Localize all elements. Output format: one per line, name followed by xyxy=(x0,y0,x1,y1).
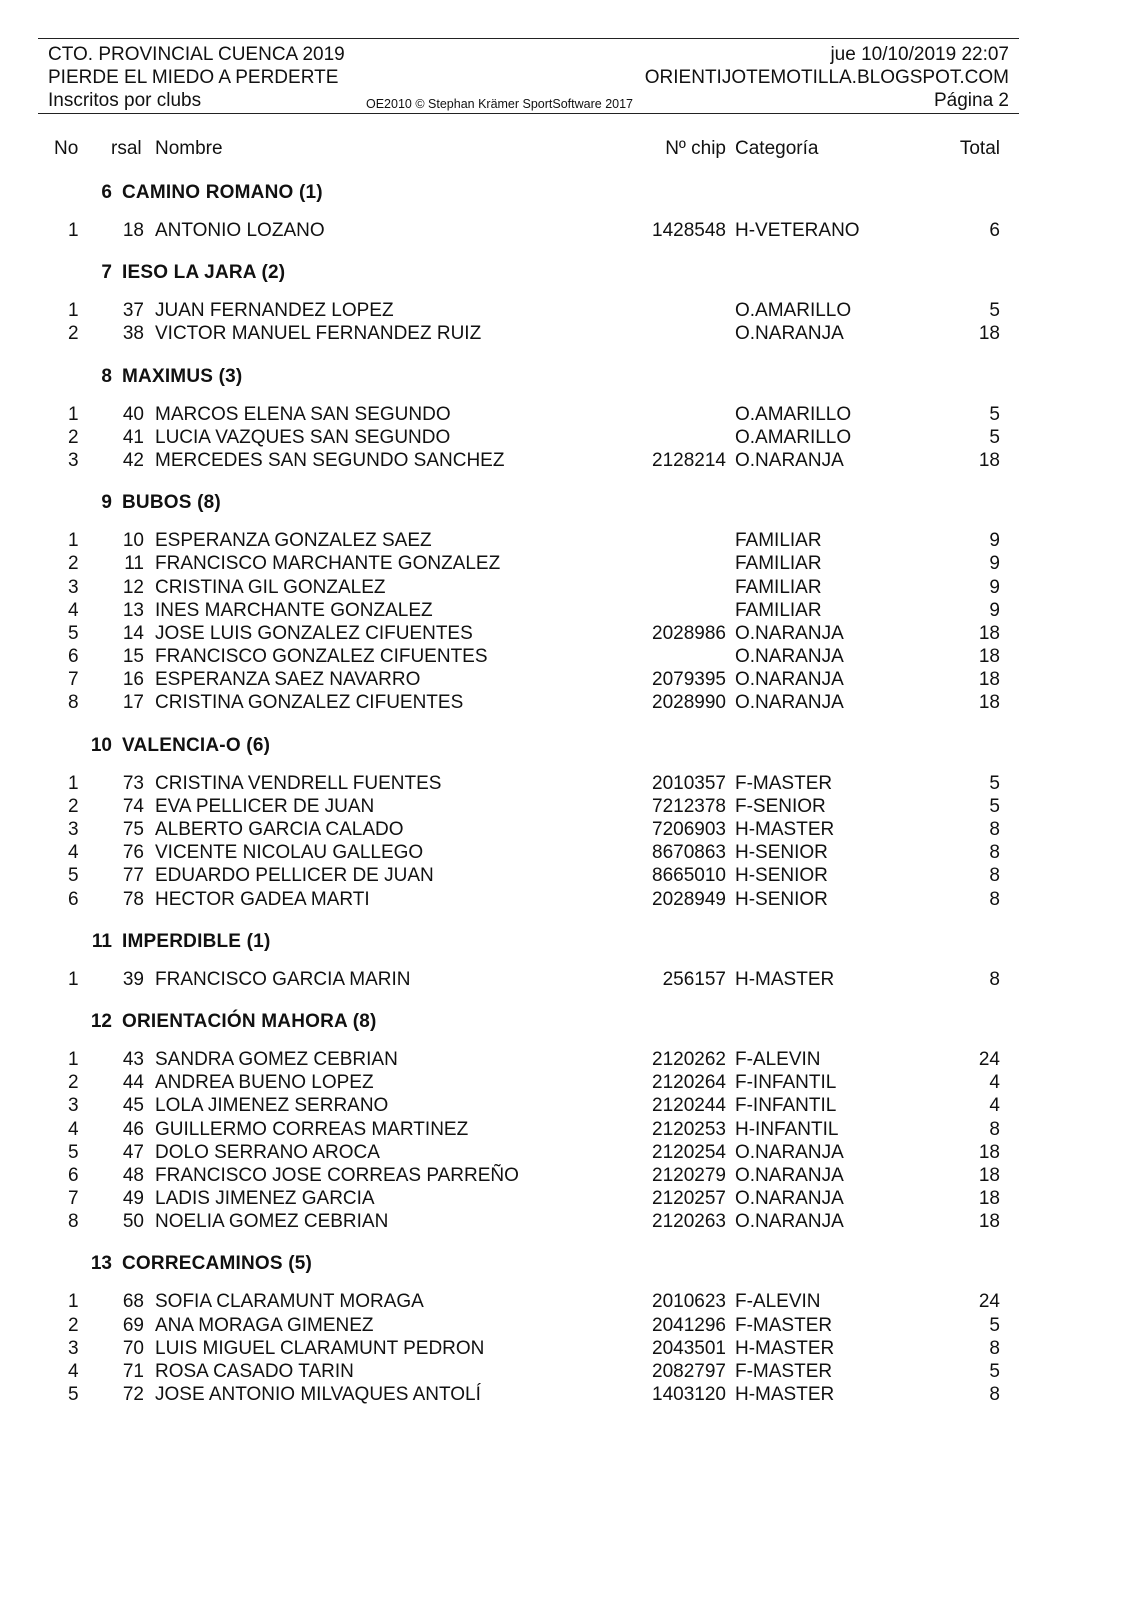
row-categoria: H-MASTER xyxy=(735,819,835,840)
row-nombre: JOSE ANTONIO MILVAQUES ANTOLÍ xyxy=(155,1384,481,1406)
row-nombre: ESPERANZA GONZALEZ SAEZ xyxy=(155,530,432,552)
table-row xyxy=(0,299,1131,322)
row-categoria: H-MASTER xyxy=(735,1384,835,1406)
table-row xyxy=(0,219,1131,242)
row-chip: 2010623 xyxy=(652,1291,726,1313)
row-nombre: LOLA JIMENEZ SERRANO xyxy=(155,1095,389,1117)
row-chip: 1403120 xyxy=(652,1384,726,1406)
row-chip: 7206903 xyxy=(652,819,726,840)
row-rsal: 37 xyxy=(122,300,144,322)
row-categoria: H-VETERANO xyxy=(735,220,860,241)
row-chip: 2010357 xyxy=(652,772,726,794)
row-no: 8 xyxy=(68,692,79,714)
clubs-list xyxy=(0,172,1131,1416)
page-number: Página 2 xyxy=(933,90,1009,111)
table-row xyxy=(0,841,1131,864)
spacer xyxy=(0,472,1131,482)
table-row xyxy=(0,1048,1131,1071)
table-row xyxy=(0,1360,1131,1383)
row-categoria: O.NARANJA xyxy=(735,646,844,668)
row-no: 1 xyxy=(68,403,79,425)
club-heading xyxy=(0,356,1131,393)
row-no: 2 xyxy=(68,1314,79,1336)
row-rsal: 39 xyxy=(122,968,144,990)
row-chip: 2082797 xyxy=(652,1361,726,1382)
row-no: 5 xyxy=(68,1141,79,1163)
row-nombre: ALBERTO GARCIA CALADO xyxy=(155,819,404,840)
print-datetime: jue 10/10/2019 22:07 xyxy=(830,44,1009,65)
row-chip: 2028949 xyxy=(652,888,726,910)
table-row xyxy=(0,968,1131,991)
row-no: 6 xyxy=(68,1164,79,1186)
row-rsal: 48 xyxy=(122,1164,144,1186)
row-total: 8 xyxy=(989,888,1000,910)
row-rsal: 12 xyxy=(122,576,144,598)
row-categoria: O.NARANJA xyxy=(735,323,844,345)
row-rsal: 76 xyxy=(122,842,144,864)
row-total: 8 xyxy=(989,865,1000,887)
col-nombre: Nombre xyxy=(155,138,223,159)
row-rsal: 46 xyxy=(122,1118,144,1140)
row-no: 7 xyxy=(68,669,79,691)
row-no: 3 xyxy=(68,449,79,471)
row-total: 5 xyxy=(989,300,1000,322)
row-rsal: 75 xyxy=(122,819,144,840)
row-chip: 2120257 xyxy=(652,1188,726,1210)
row-rsal: 10 xyxy=(122,530,144,552)
table-row xyxy=(0,449,1131,472)
spacer xyxy=(0,911,1131,921)
spacer xyxy=(0,209,1131,219)
row-total: 4 xyxy=(989,1095,1000,1117)
club-heading xyxy=(0,1001,1131,1038)
row-categoria: O.NARANJA xyxy=(735,1164,844,1186)
row-rsal: 18 xyxy=(122,220,144,241)
row-total: 24 xyxy=(978,1048,1000,1070)
table-row xyxy=(0,668,1131,691)
spacer xyxy=(0,393,1131,403)
row-rsal: 11 xyxy=(124,553,144,575)
row-chip: 2120264 xyxy=(652,1072,726,1094)
row-categoria: F-MASTER xyxy=(735,1361,833,1382)
row-total: 8 xyxy=(989,819,1000,840)
row-categoria: O.NARANJA xyxy=(735,1188,844,1210)
row-rsal: 77 xyxy=(122,865,144,887)
report-title: Inscritos por clubs xyxy=(48,90,202,111)
club-number: 11 xyxy=(91,930,112,952)
row-no: 4 xyxy=(68,1118,79,1140)
row-no: 5 xyxy=(68,1384,79,1406)
row-categoria: FAMILIAR xyxy=(735,530,822,552)
row-total: 9 xyxy=(989,599,1000,621)
row-no: 2 xyxy=(68,553,79,575)
table-row xyxy=(0,818,1131,841)
row-nombre: ANTONIO LOZANO xyxy=(155,220,325,241)
table-row xyxy=(0,1094,1131,1117)
row-rsal: 50 xyxy=(122,1211,144,1233)
club-name: VALENCIA-O (6) xyxy=(122,734,271,756)
row-nombre: CRISTINA GIL GONZALEZ xyxy=(155,576,386,598)
column-headers xyxy=(0,138,1131,164)
club-name: IESO LA JARA (2) xyxy=(122,262,286,284)
row-total: 18 xyxy=(978,1188,1000,1210)
row-rsal: 47 xyxy=(122,1141,144,1163)
row-chip: 2120279 xyxy=(652,1164,726,1186)
row-nombre: EVA PELLICER DE JUAN xyxy=(155,795,375,817)
table-row xyxy=(0,1118,1131,1141)
row-chip: 2028986 xyxy=(652,622,726,644)
row-nombre: MARCOS ELENA SAN SEGUNDO xyxy=(155,403,451,425)
row-categoria: H-MASTER xyxy=(735,968,835,990)
row-categoria: H-SENIOR xyxy=(735,888,828,910)
row-nombre: DOLO SERRANO AROCA xyxy=(155,1141,380,1163)
table-row xyxy=(0,322,1131,345)
row-nombre: LUIS MIGUEL CLARAMUNT PEDRON xyxy=(155,1337,485,1359)
row-no: 5 xyxy=(68,865,79,887)
row-no: 3 xyxy=(68,1095,79,1117)
row-categoria: O.AMARILLO xyxy=(735,403,852,425)
row-nombre: EDUARDO PELLICER DE JUAN xyxy=(155,865,434,887)
row-chip: 256157 xyxy=(662,968,726,990)
row-no: 2 xyxy=(68,323,79,345)
table-row xyxy=(0,1071,1131,1094)
row-total: 9 xyxy=(989,530,1000,552)
col-rsal: rsal xyxy=(111,138,142,159)
row-chip: 2128214 xyxy=(652,449,726,471)
row-no: 5 xyxy=(68,622,79,644)
table-row xyxy=(0,645,1131,668)
row-categoria: F-ALEVIN xyxy=(735,1048,821,1070)
row-no: 1 xyxy=(68,968,79,990)
row-rsal: 78 xyxy=(122,888,144,910)
row-rsal: 49 xyxy=(122,1188,144,1210)
table-row xyxy=(0,691,1131,714)
row-nombre: SOFIA CLARAMUNT MORAGA xyxy=(155,1291,424,1313)
row-chip: 2028990 xyxy=(652,692,726,714)
software-credit: OE2010 © Stephan Krämer SportSoftware 2017 xyxy=(366,97,634,111)
row-nombre: JOSE LUIS GONZALEZ CIFUENTES xyxy=(155,622,473,644)
row-categoria: FAMILIAR xyxy=(735,599,822,621)
row-total: 18 xyxy=(978,622,1000,644)
spacer xyxy=(0,519,1131,529)
row-total: 18 xyxy=(978,1141,1000,1163)
row-chip: 2120253 xyxy=(652,1118,726,1140)
row-no: 3 xyxy=(68,1337,79,1359)
row-total: 5 xyxy=(989,426,1000,448)
club-number: 6 xyxy=(101,182,112,203)
table-row xyxy=(0,1210,1131,1233)
row-rsal: 45 xyxy=(122,1095,144,1117)
row-categoria: O.AMARILLO xyxy=(735,426,852,448)
row-chip: 8665010 xyxy=(652,865,726,887)
table-row xyxy=(0,1164,1131,1187)
row-no: 1 xyxy=(68,220,79,241)
row-total: 5 xyxy=(989,795,1000,817)
row-rsal: 42 xyxy=(122,449,144,471)
row-total: 5 xyxy=(989,1361,1000,1382)
club-section xyxy=(0,1243,1131,1416)
club-number: 9 xyxy=(101,492,112,514)
col-chip: Nº chip xyxy=(665,138,726,159)
club-section xyxy=(0,921,1131,1001)
row-categoria: FAMILIAR xyxy=(735,553,822,575)
row-nombre: FRANCISCO MARCHANTE GONZALEZ xyxy=(155,553,501,575)
row-total: 8 xyxy=(989,968,1000,990)
club-heading xyxy=(0,172,1131,209)
club-number: 13 xyxy=(90,1253,112,1275)
row-categoria: O.NARANJA xyxy=(735,449,844,471)
row-no: 1 xyxy=(68,300,79,322)
club-section xyxy=(0,725,1131,921)
row-nombre: FRANCISCO GONZALEZ CIFUENTES xyxy=(155,646,488,668)
table-row xyxy=(0,576,1131,599)
row-no: 4 xyxy=(68,842,79,864)
row-nombre: JUAN FERNANDEZ LOPEZ xyxy=(155,300,394,322)
row-total: 8 xyxy=(989,1337,1000,1359)
row-categoria: F-SENIOR xyxy=(735,795,826,817)
row-no: 6 xyxy=(68,888,79,910)
row-nombre: VICENTE NICOLAU GALLEGO xyxy=(155,842,424,864)
club-section xyxy=(0,172,1131,252)
row-categoria: O.NARANJA xyxy=(735,622,844,644)
row-total: 18 xyxy=(978,449,1000,471)
row-categoria: O.NARANJA xyxy=(735,1141,844,1163)
row-total: 9 xyxy=(989,576,1000,598)
row-total: 18 xyxy=(978,669,1000,691)
row-nombre: ANA MORAGA GIMENEZ xyxy=(155,1314,374,1336)
club-heading xyxy=(0,482,1131,519)
table-row xyxy=(0,1383,1131,1406)
spacer xyxy=(0,289,1131,299)
club-name: ORIENTACIÓN MAHORA (8) xyxy=(122,1010,377,1032)
row-chip: 8670863 xyxy=(652,842,726,864)
club-number: 10 xyxy=(90,734,112,756)
spacer xyxy=(0,242,1131,252)
row-nombre: LUCIA VAZQUES SAN SEGUNDO xyxy=(155,426,451,448)
table-row xyxy=(0,888,1131,911)
event-subtitle: PIERDE EL MIEDO A PERDERTE xyxy=(48,67,339,88)
club-name: CAMINO ROMANO (1) xyxy=(122,182,323,203)
club-number: 8 xyxy=(101,365,112,387)
col-total: Total xyxy=(959,138,1000,159)
row-no: 4 xyxy=(68,1361,79,1382)
row-rsal: 13 xyxy=(122,599,144,621)
spacer xyxy=(0,1280,1131,1290)
row-categoria: F-INFANTIL xyxy=(735,1072,837,1094)
spacer xyxy=(0,762,1131,772)
row-rsal: 16 xyxy=(122,669,144,691)
table-row xyxy=(0,795,1131,818)
row-categoria: F-MASTER xyxy=(735,1314,833,1336)
table-row xyxy=(0,1314,1131,1337)
row-nombre: ANDREA BUENO LOPEZ xyxy=(155,1072,374,1094)
row-categoria: H-INFANTIL xyxy=(735,1118,839,1140)
row-chip: 2120263 xyxy=(652,1211,726,1233)
row-rsal: 17 xyxy=(122,692,144,714)
club-heading xyxy=(0,921,1131,958)
row-total: 18 xyxy=(978,646,1000,668)
row-total: 18 xyxy=(978,692,1000,714)
row-no: 3 xyxy=(68,576,79,598)
row-total: 9 xyxy=(989,553,1000,575)
table-row xyxy=(0,1187,1131,1210)
row-categoria: O.NARANJA xyxy=(735,692,844,714)
row-categoria: H-SENIOR xyxy=(735,842,828,864)
club-section xyxy=(0,482,1131,725)
row-rsal: 44 xyxy=(122,1072,144,1094)
table-row xyxy=(0,772,1131,795)
row-chip: 2120244 xyxy=(652,1095,726,1117)
row-categoria: FAMILIAR xyxy=(735,576,822,598)
row-rsal: 69 xyxy=(122,1314,144,1336)
row-total: 24 xyxy=(978,1291,1000,1313)
row-total: 8 xyxy=(989,1384,1000,1406)
row-no: 8 xyxy=(68,1211,79,1233)
spacer xyxy=(0,715,1131,725)
table-row xyxy=(0,426,1131,449)
row-total: 4 xyxy=(989,1072,1000,1094)
row-nombre: LADIS JIMENEZ GARCIA xyxy=(155,1188,375,1210)
spacer xyxy=(0,958,1131,968)
row-no: 1 xyxy=(68,1291,79,1313)
spacer xyxy=(0,1038,1131,1048)
row-rsal: 41 xyxy=(122,426,144,448)
row-categoria: H-SENIOR xyxy=(735,865,828,887)
row-chip: 1428548 xyxy=(652,220,726,241)
row-rsal: 71 xyxy=(122,1361,144,1382)
club-number: 12 xyxy=(90,1010,112,1032)
table-row xyxy=(0,1337,1131,1360)
club-heading xyxy=(0,725,1131,762)
row-chip: 2079395 xyxy=(652,669,726,691)
row-rsal: 38 xyxy=(122,323,144,345)
row-nombre: GUILLERMO CORREAS MARTINEZ xyxy=(155,1118,469,1140)
row-nombre: VICTOR MANUEL FERNANDEZ RUIZ xyxy=(155,323,482,345)
row-rsal: 73 xyxy=(122,772,144,794)
row-rsal: 40 xyxy=(122,403,144,425)
row-categoria: H-MASTER xyxy=(735,1337,835,1359)
row-nombre: SANDRA GOMEZ CEBRIAN xyxy=(155,1048,398,1070)
row-total: 6 xyxy=(989,220,1000,241)
table-row xyxy=(0,529,1131,552)
club-name: CORRECAMINOS (5) xyxy=(122,1253,313,1275)
spacer xyxy=(0,991,1131,1001)
row-nombre: INES MARCHANTE GONZALEZ xyxy=(155,599,433,621)
row-nombre: CRISTINA GONZALEZ CIFUENTES xyxy=(155,692,464,714)
row-nombre: ESPERANZA SAEZ NAVARRO xyxy=(155,669,421,691)
row-rsal: 68 xyxy=(122,1291,144,1313)
row-no: 7 xyxy=(68,1188,79,1210)
club-name: BUBOS (8) xyxy=(122,492,221,514)
row-no: 3 xyxy=(68,819,79,840)
table-row xyxy=(0,403,1131,426)
table-row xyxy=(0,552,1131,575)
row-total: 5 xyxy=(989,772,1000,794)
row-chip: 7212378 xyxy=(652,795,726,817)
row-categoria: O.AMARILLO xyxy=(735,300,852,322)
row-total: 5 xyxy=(989,1314,1000,1336)
row-categoria: O.NARANJA xyxy=(735,669,844,691)
table-row xyxy=(0,622,1131,645)
table-row xyxy=(0,864,1131,887)
row-nombre: ROSA CASADO TARIN xyxy=(155,1361,354,1382)
table-row xyxy=(0,1290,1131,1313)
row-rsal: 14 xyxy=(122,622,144,644)
row-rsal: 15 xyxy=(122,646,144,668)
row-total: 18 xyxy=(978,1211,1000,1233)
row-no: 1 xyxy=(68,1048,79,1070)
row-no: 1 xyxy=(68,530,79,552)
club-section xyxy=(0,356,1131,483)
club-name: MAXIMUS (3) xyxy=(122,365,243,387)
row-rsal: 70 xyxy=(122,1337,144,1359)
page-header xyxy=(38,38,1019,114)
spacer xyxy=(0,346,1131,356)
row-categoria: F-INFANTIL xyxy=(735,1095,837,1117)
row-no: 6 xyxy=(68,646,79,668)
club-number: 7 xyxy=(101,262,112,284)
club-section xyxy=(0,252,1131,355)
row-categoria: F-MASTER xyxy=(735,772,833,794)
row-rsal: 43 xyxy=(122,1048,144,1070)
row-nombre: NOELIA GOMEZ CEBRIAN xyxy=(155,1211,389,1233)
club-name: IMPERDIBLE (1) xyxy=(122,930,271,952)
event-title: CTO. PROVINCIAL CUENCA 2019 xyxy=(48,44,345,65)
website: ORIENTIJOTEMOTILLA.BLOGSPOT.COM xyxy=(644,67,1009,88)
col-categoria: Categoría xyxy=(735,138,819,159)
row-total: 8 xyxy=(989,842,1000,864)
col-no: No xyxy=(54,138,79,159)
row-chip: 2120262 xyxy=(652,1048,726,1070)
row-chip: 2043501 xyxy=(652,1337,726,1359)
row-total: 18 xyxy=(978,323,1000,345)
row-nombre: FRANCISCO JOSE CORREAS PARREÑO xyxy=(155,1164,519,1186)
row-rsal: 72 xyxy=(122,1384,144,1406)
row-no: 1 xyxy=(68,772,79,794)
spacer xyxy=(0,1406,1131,1416)
row-total: 18 xyxy=(978,1164,1000,1186)
row-no: 2 xyxy=(68,426,79,448)
club-heading xyxy=(0,252,1131,289)
row-total: 5 xyxy=(989,403,1000,425)
row-nombre: MERCEDES SAN SEGUNDO SANCHEZ xyxy=(155,449,505,471)
row-categoria: O.NARANJA xyxy=(735,1211,844,1233)
row-chip: 2120254 xyxy=(652,1141,726,1163)
row-no: 2 xyxy=(68,1072,79,1094)
row-nombre: FRANCISCO GARCIA MARIN xyxy=(155,968,411,990)
row-no: 2 xyxy=(68,795,79,817)
row-chip: 2041296 xyxy=(652,1314,726,1336)
row-rsal: 74 xyxy=(122,795,144,817)
row-nombre: HECTOR GADEA MARTI xyxy=(155,888,370,910)
table-row xyxy=(0,1141,1131,1164)
row-nombre: CRISTINA VENDRELL FUENTES xyxy=(155,772,442,794)
club-section xyxy=(0,1001,1131,1244)
row-total: 8 xyxy=(989,1118,1000,1140)
table-row xyxy=(0,599,1131,622)
spacer xyxy=(0,1233,1131,1243)
row-categoria: F-ALEVIN xyxy=(735,1291,821,1313)
row-no: 4 xyxy=(68,599,79,621)
club-heading xyxy=(0,1243,1131,1280)
